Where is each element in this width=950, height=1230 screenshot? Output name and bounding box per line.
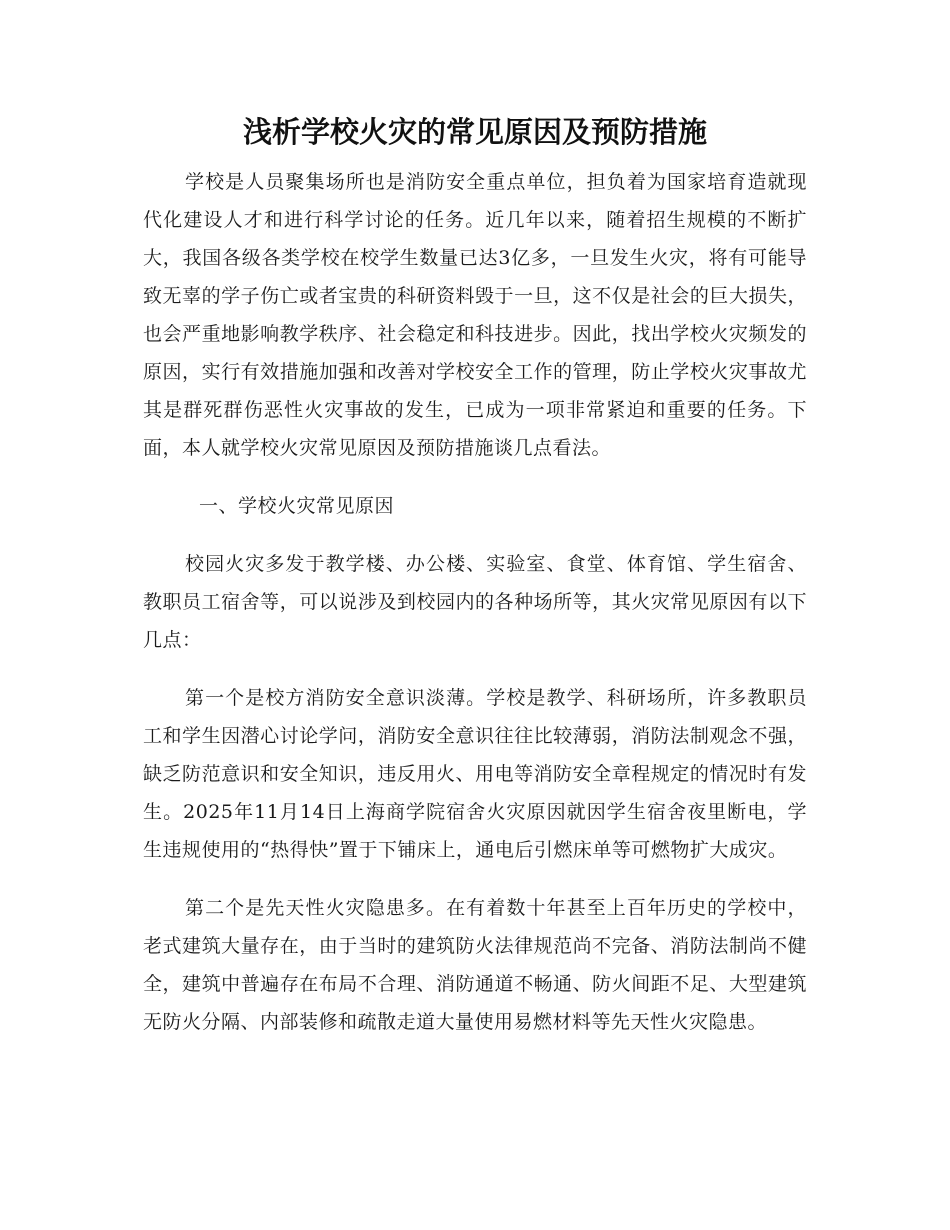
- paragraph-intro: 学校是人员聚集场所也是消防安全重点单位，担负着为国家培育造就现代化建设人才和进行科学讨论的任务。近几年以来，随着招生规模的不断扩大，我国各级各类学校在校学生数量已达3亿多，一旦发生火灾，将有可能导致无辜的学子伤亡或者宝贵的科研资料毁于一旦，这不仅是社会的巨大损失，也会严重地影响教学秩序、社会稳定和科技进步。因此，找出学校火灾频发的原因，实行有效措施加强和改善对学校安全工作的管理，防止学校火灾事故尤其是群死群伤恶性火灾事故的发生，已成为一项非常紧迫和重要的任务。下面，本人就学校火灾常见原因及预防措施谈几点看法。: [143, 171, 807, 459]
- paragraph-cause-1: 第一个是校方消防安全意识淡薄。学校是教学、科研场所，许多教职员工和学生因潜心讨论学问，消防安全意识往往比较薄弱，消防法制观念不强，缺乏防范意识和安全知识，违反用火、用电等消防安全章程规定的情况时有发生。2025年11月14日上海商学院宿舍火灾原因就因学生宿舍夜里断电，学生违规使用的“热得快”置于下铺床上，通电后引燃床单等可燃物扩大成灾。: [143, 687, 807, 861]
- paragraph-locations: 校园火灾多发于教学楼、办公楼、实验室、食堂、体育馆、学生宿舍、教职员工宿舍等，可以说涉及到校园内的各种场所等，其火灾常见原因有以下几点：: [143, 553, 807, 651]
- section-heading-causes: 一、学校火灾常见原因: [199, 495, 395, 517]
- document-title: 浅析学校火灾的常见原因及预防措施: [242, 115, 707, 149]
- document-body: [143, 163, 807, 1061]
- paragraph-cause-2: 第二个是先天性火灾隐患多。在有着数十年甚至上百年历史的学校中，老式建筑大量存在，由于当时的建筑防火法律规范尚不完备、消防法制尚不健全，建筑中普遍存在布局不合理、消防通道不畅通、防火间距不足、大型建筑无防火分隔、内部装修和疏散走道大量使用易燃材料等先天性火灾隐患。: [143, 897, 807, 1033]
